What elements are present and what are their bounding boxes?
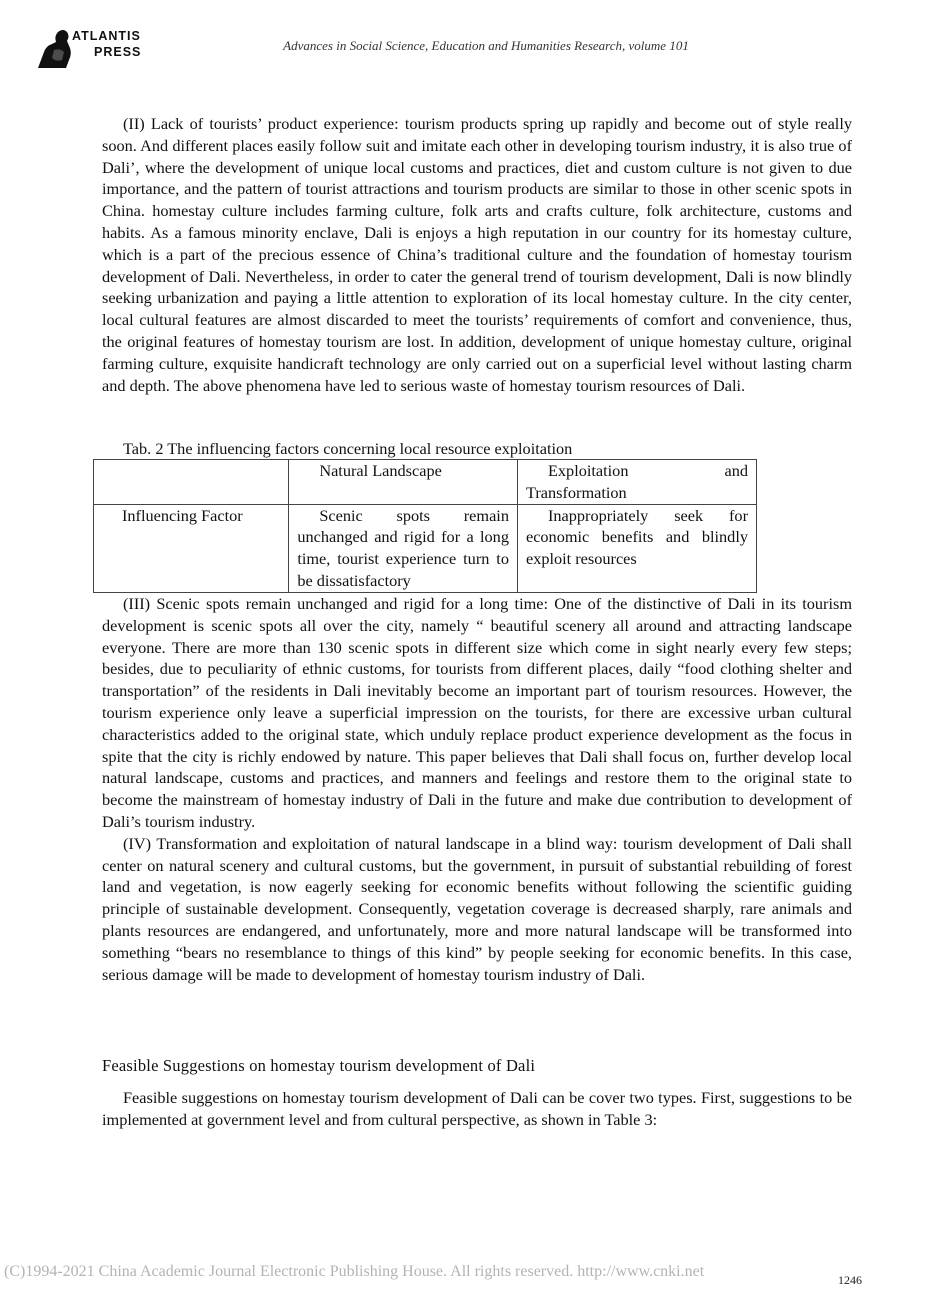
paragraph-scenic-spots: (III) Scenic spots remain unchanged and rigid for a long time: One of the distinctive of Dali in its tourism development is scenic spots all over the city, namely “ beautiful scenery all around and attracting landscape everyone. There are more than 130 scenic spots in different size which come in sight nearly every few steps; besides, due to peculiarity of ethnic customs, for tourists from different places, daily “food clothing shelter and transportation” of the residents in Dali inevitably become an important part of tourism resources. However, the tourism experience only leave a superficial impression on the tourists, for there are excessive urban cultural characteristics added to the original state, which unduly replace product experience development as the focus in spite that the city is richly endowed by nature. This paper believes that Dali shall focus on, further develop local natural landscape, customs and practices, and manners and feelings and restore them to the original state to become the mainstream of homestay industry of Dali in the future and make due contribution to development of Dali’s tourism industry.	[102, 594, 852, 831]
table-header-blank	[94, 460, 289, 505]
paragraph-lack-of-experience	[102, 113, 852, 396]
section-heading: Feasible Suggestions on homestay tourism development of Dali	[102, 1056, 536, 1075]
table-row	[94, 504, 757, 592]
paragraph-text: Feasible suggestions on homestay tourism development of Dali can be cover two types. First, suggestions to be implemented at government level and from cultural perspective, as shown in Table 3:	[102, 1088, 852, 1129]
table-cell-exploitation: Inappropriately seek for economic benefits and blindly exploit resources	[517, 504, 756, 592]
table-header-natural-landscape: Natural Landscape	[289, 460, 518, 505]
footer-copyright: (C)1994-2021 China Academic Journal Electronic Publishing House. All rights reserved. http://www.cnki.net	[4, 1263, 705, 1280]
table-header-row	[94, 460, 757, 505]
table-row-label: Influencing Factor	[94, 504, 289, 592]
paragraph-suggestions	[102, 1087, 852, 1131]
logo-line-2: PRESS	[94, 45, 142, 59]
page-number: 1246	[838, 1273, 862, 1287]
influencing-factors-table	[93, 459, 757, 593]
table-header-exploitation: Exploitation and Transformation	[517, 460, 756, 505]
paragraph-group-iii-iv	[102, 593, 852, 985]
table-caption: Tab. 2 The influencing factors concerning local resource exploitation	[123, 439, 573, 458]
running-head: Advances in Social Science, Education and Humanities Research, volume 101	[283, 38, 689, 53]
paragraph-transformation: (IV) Transformation and exploitation of natural landscape in a blind way: tourism development of Dali shall center on natural scenery and cultural customs, but the government, in pursuit of substantial rebuilding of forest land and vegetation, is now eagerly seeking for economic benefits without following the scientific guiding principle of sustainable development. Consequently, vegetation coverage is decreased sharply, rare animals and plants resources are endangered, and unfortunately, more and more natural landscape will be transformed into something “bears no resemblance to things of this kind” by people seeking for economic benefits. In this case, serious damage will be made to development of homestay tourism industry of Dali.	[102, 833, 852, 984]
logo-line-1: ATLANTIS	[72, 29, 141, 43]
paragraph-text: (II) Lack of tourists’ product experience: tourism products spring up rapidly and become out of style really soon. And different places easily follow suit and imitate each other in developing tourism industry, it is also true of Dali’, where the development of unique local customs and practices, diet and custom culture is not given to due importance, and the pattern of tourist attractions and tourism products are similar to those in other scenic spots in China. homestay culture includes farming culture, folk arts and crafts culture, folk architecture, customs and habits. As a famous minority enclave, Dali is enjoys a high reputation in our country for its homestay culture, which is a part of the precious essence of China’s traditional culture and the foundation of homestay tourism development of Dali. Nevertheless, in order to cater the general trend of tourism development, Dali is now blindly seeking urbanization and paying a little attention to exploration of its local homestay culture. In the city center, local cultural features are almost discarded to meet the tourists’ requirements of comfort and convenience, thus, the original features of homestay tourism are lost. In addition, development of unique homestay culture, original farming culture, exquisite handicraft technology are only carried out on a superficial level without lasting charm and depth. The above phenomena have led to serious waste of homestay tourism resources of Dali.	[102, 114, 852, 395]
table-cell-natural-landscape: Scenic spots remain unchanged and rigid for a long time, tourist experience turn to be dissatisfactory	[289, 504, 518, 592]
